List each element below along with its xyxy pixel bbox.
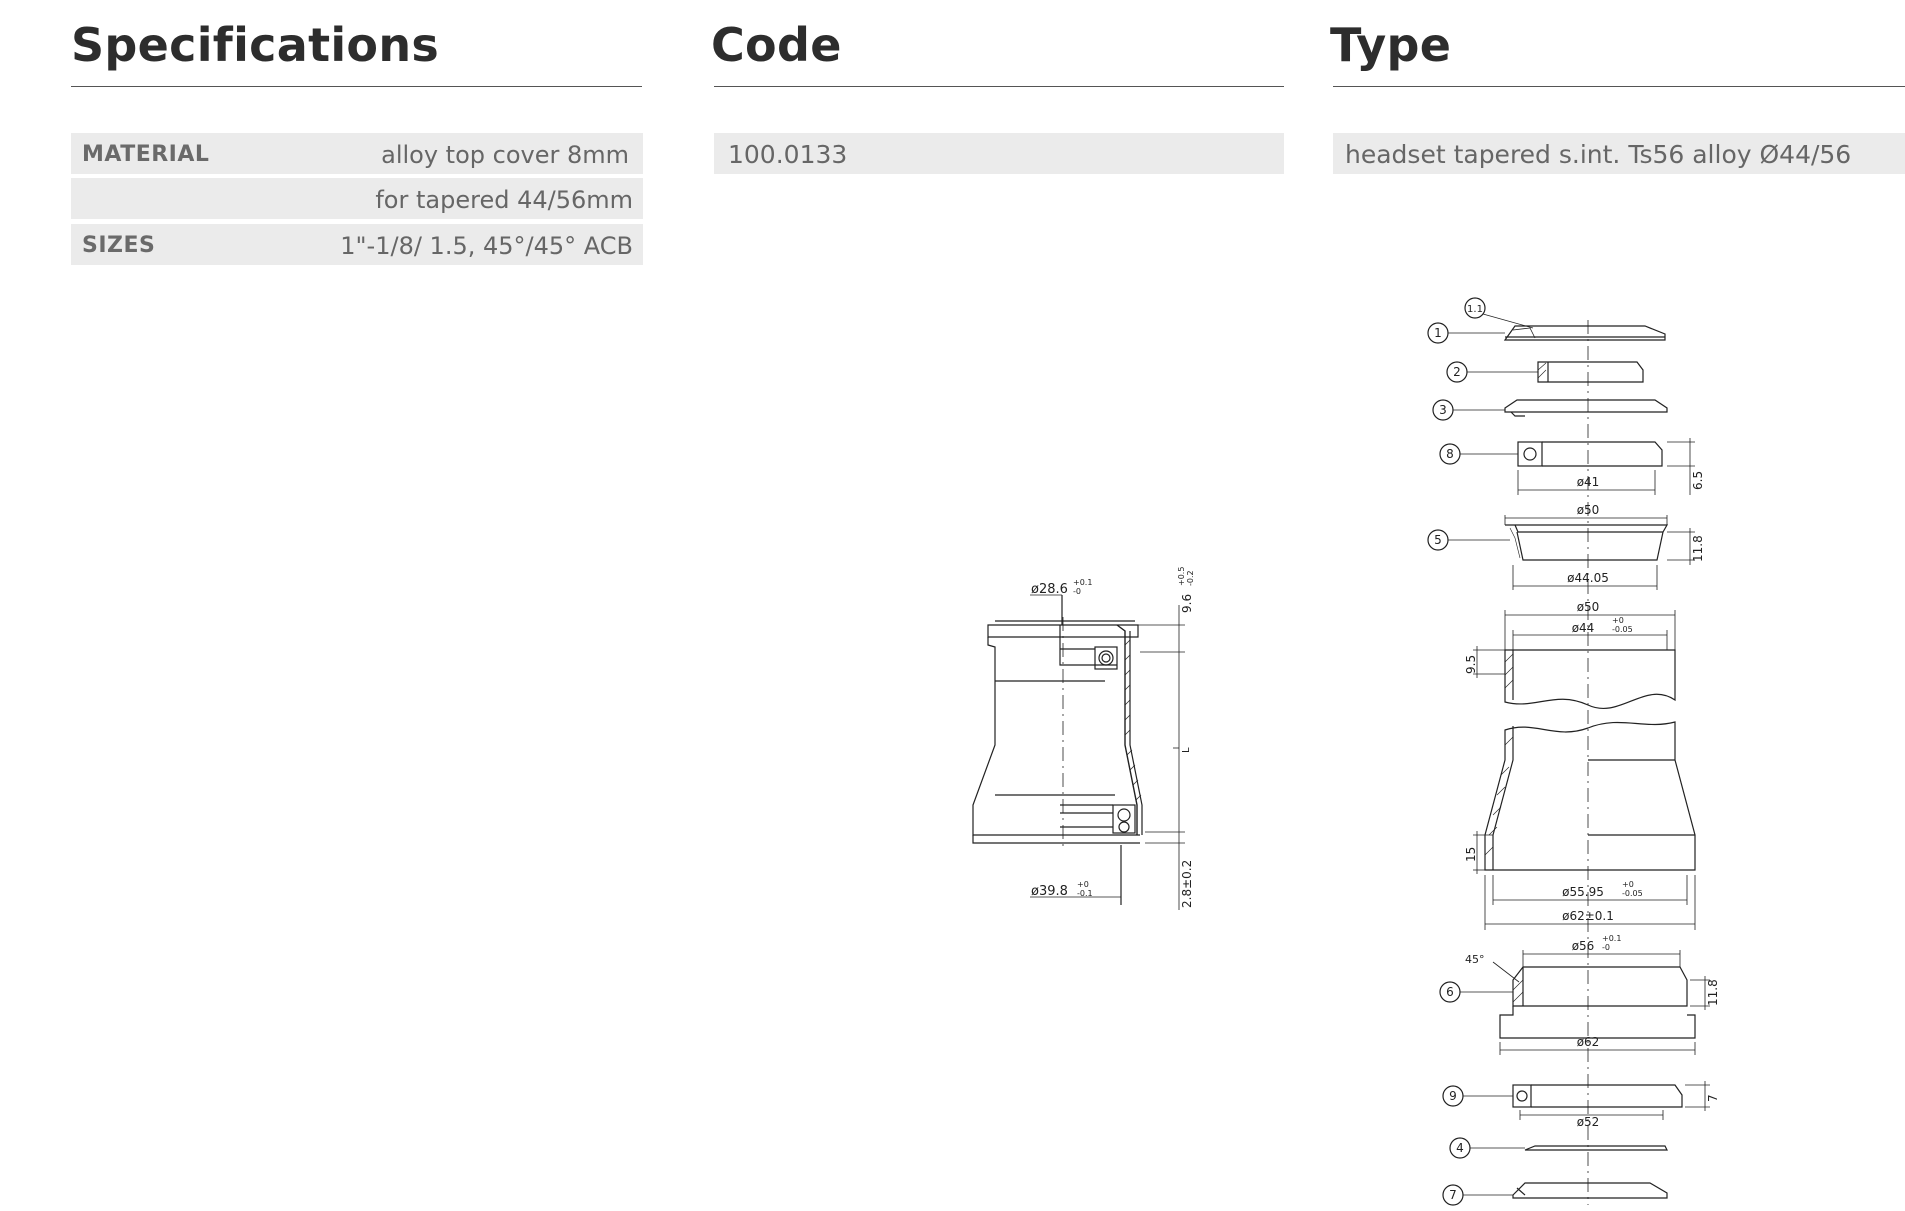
dim-top-tol-lower: -0	[1073, 587, 1081, 596]
dim-h15: 15	[1464, 846, 1478, 862]
dim-stack-bottom: 2.8±0.2	[1180, 859, 1194, 908]
type-value: headset tapered s.int. Ts56 alloy Ø44/56	[1345, 140, 1852, 169]
dim-d50-frame: ø50	[1576, 600, 1600, 614]
spec-row-value: 1"-1/8/ 1.5, 45°/45° ACB	[340, 232, 633, 260]
exploded-drawing	[1405, 290, 1725, 1211]
dim-d62-frame: ø62±0.1	[1562, 909, 1614, 923]
type-rule	[1333, 86, 1905, 87]
spec-row-label: MATERIAL	[82, 142, 210, 167]
dim-d5595: ø55.95	[1562, 885, 1604, 899]
dim-d4405: ø44.05	[1567, 571, 1609, 585]
code-row	[714, 133, 1284, 174]
dim-d5595-tol-lower: -0.05	[1622, 889, 1643, 898]
dim-stack-top-tol-upper: +0.5	[1177, 566, 1186, 586]
spec-row-value: for tapered 44/56mm	[375, 186, 633, 214]
specifications-rule	[71, 86, 642, 87]
callout-9: 9	[1449, 1089, 1457, 1103]
callout-1-1: 1.1	[1467, 304, 1483, 315]
dim-bottom-diameter: ø39.8	[1031, 884, 1068, 899]
dim-stack-top: 9.6	[1180, 593, 1194, 613]
dim-h95: 9.5	[1464, 654, 1478, 674]
callout-8: 8	[1446, 447, 1454, 461]
callout-7: 7	[1449, 1188, 1457, 1202]
code-value: 100.0133	[728, 140, 848, 169]
dim-h65: 6.5	[1691, 470, 1705, 490]
dim-bottom-tol-lower: -0.1	[1077, 889, 1093, 898]
callout-3: 3	[1439, 403, 1447, 417]
dim-bottom-tol-upper: +0	[1077, 880, 1089, 889]
dim-d50-top: ø50	[1576, 503, 1600, 517]
dim-d41: ø41	[1576, 475, 1600, 489]
callout-6: 6	[1446, 985, 1454, 999]
dim-d62: ø62	[1576, 1035, 1600, 1049]
spec-row-material	[71, 133, 643, 174]
dim-d44: ø44	[1571, 621, 1595, 635]
dim-h118-b: 11.8	[1706, 979, 1720, 1006]
dim-top-tol-upper: +0.1	[1073, 578, 1093, 587]
dim-d5595-tol-upper: +0	[1622, 880, 1634, 889]
callout-5: 5	[1434, 533, 1442, 547]
dim-d52: ø52	[1576, 1115, 1600, 1129]
code-heading: Code	[711, 18, 842, 72]
spec-row-material-cont	[71, 178, 643, 219]
dim-h7: 7	[1706, 1094, 1720, 1102]
type-row	[1333, 133, 1905, 174]
dim-d44-tol-lower: -0.05	[1612, 625, 1633, 634]
dim-d56-tol-lower: -0	[1602, 943, 1610, 952]
callout-1: 1	[1434, 326, 1442, 340]
assembly-drawing	[955, 565, 1195, 915]
dim-top-diameter: ø28.6	[1031, 582, 1068, 597]
spec-row-value: alloy top cover 8mm	[381, 141, 629, 169]
type-heading: Type	[1330, 18, 1452, 72]
dim-h118-a: 11.8	[1691, 535, 1705, 562]
callout-2: 2	[1453, 365, 1461, 379]
dim-angle45: 45°	[1465, 953, 1485, 966]
dim-stack-top-tol-lower: -0.2	[1186, 570, 1195, 586]
dim-d56: ø56	[1571, 939, 1595, 953]
dim-d44-tol-upper: +0	[1612, 616, 1624, 625]
specifications-heading: Specifications	[71, 18, 440, 72]
spec-row-label: SIZES	[82, 233, 156, 258]
dim-d56-tol-upper: +0.1	[1602, 934, 1622, 943]
callout-4: 4	[1456, 1141, 1464, 1155]
dim-length: L	[1181, 747, 1192, 753]
spec-row-sizes	[71, 224, 643, 265]
code-rule	[714, 86, 1284, 87]
